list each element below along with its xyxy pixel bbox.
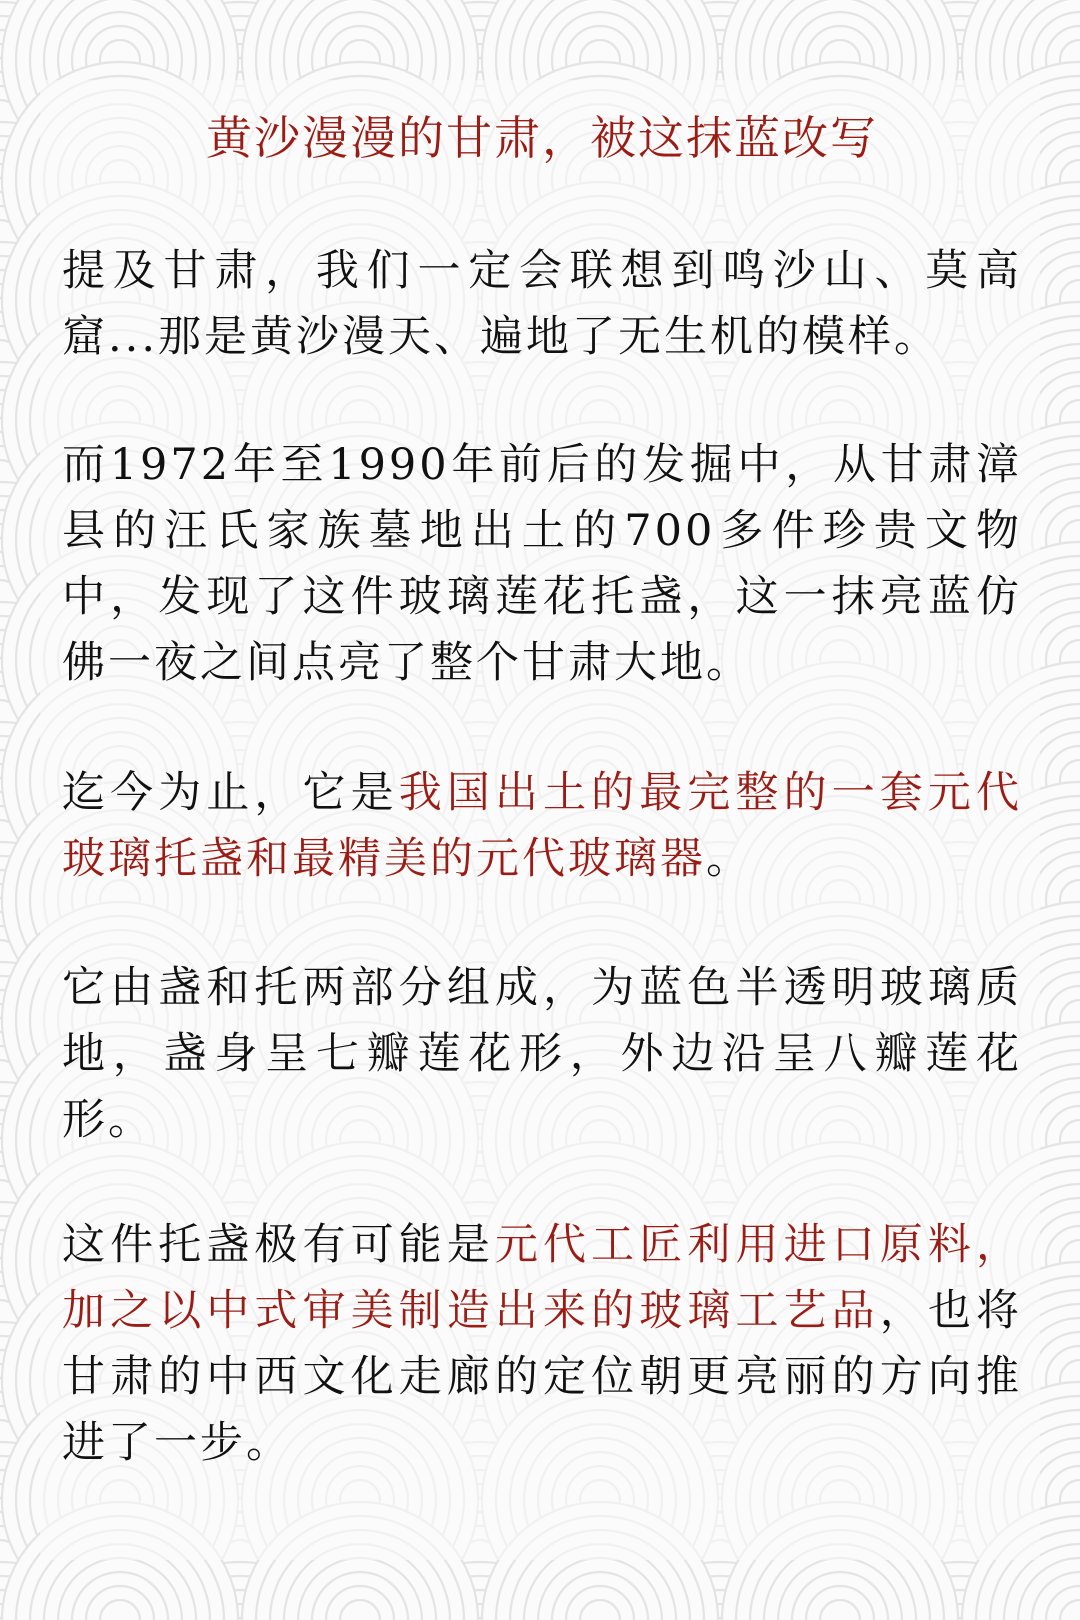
highlighted-text: 我国出土的最完整的一套元代玻璃托盏和最精美的元代玻璃器 — [62, 768, 1023, 884]
paragraph-description: 它由盏和托两部分组成，为蓝色半透明玻璃质地，盏身呈七瓣莲花形，外边沿呈八瓣莲花形。 — [62, 963, 1022, 1145]
highlighted-text: 元代工匠利用进口原料，加之以中式审美制造出来的玻璃工艺品 — [62, 1220, 1023, 1336]
paragraph-excavation: 而1972年至1990年前后的发掘中，从甘肃漳县的汪氏家族墓地出土的700多件珍贵文物中，发现了这件玻璃莲花托盏，这一抹亮蓝仿佛一夜之间点亮了整个甘肃大地。 — [62, 440, 1022, 688]
paragraph-intro: 提及甘肃，我们一定会联想到鸣沙山、莫高窟...那是黄沙漫天、遍地了无生机的模样。 — [62, 246, 1022, 362]
paragraph-text: ，也将甘肃的中西文化走廊的定位朝更亮丽的方向推进了一步。 — [62, 1286, 1023, 1468]
article-title: 黄沙漫漫的甘肃，被这抹蓝改写 — [206, 111, 878, 165]
paragraph-conclusion — [62, 1212, 1022, 1476]
paragraph-text: 这件托盏极有可能是 — [62, 1220, 495, 1270]
paragraph-text: 。 — [706, 834, 752, 884]
paragraph-significance — [62, 760, 1022, 892]
paragraph-text: 迄今为止，它是 — [62, 768, 399, 818]
